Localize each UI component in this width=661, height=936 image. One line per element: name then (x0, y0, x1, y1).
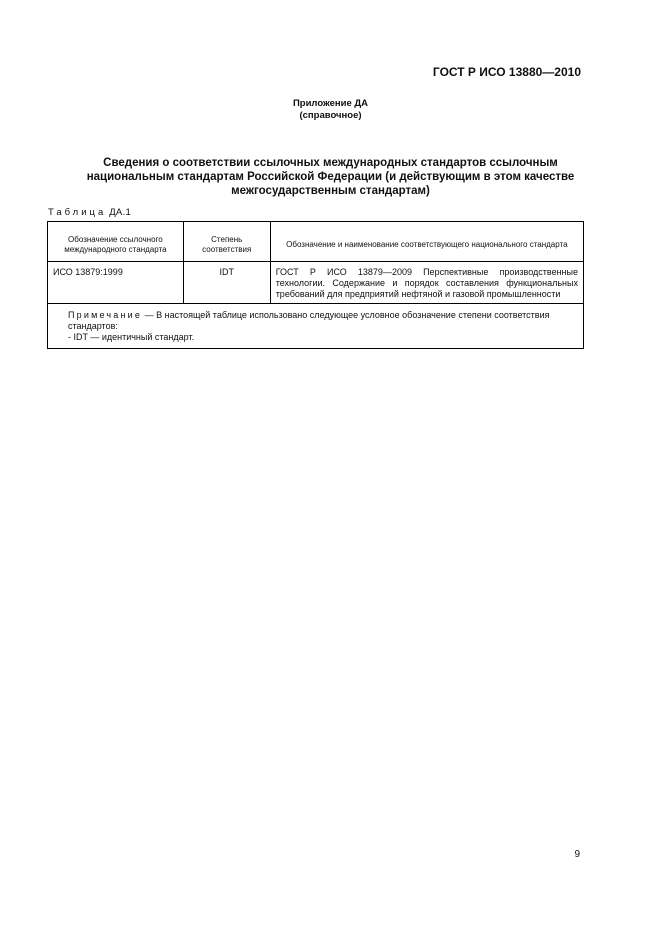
table-caption-number: ДА.1 (109, 207, 132, 218)
column-header-degree: Степень соответствия (183, 222, 270, 262)
correspondence-table (47, 221, 584, 349)
table-caption (48, 207, 131, 218)
heading-line-1: Сведения о соответствии ссылочных международных стандартов ссылочным (103, 157, 558, 169)
note-item: - IDT — идентичный стандарт. (68, 332, 195, 342)
heading-line-3: межгосударственным стандартам) (231, 185, 430, 197)
annex-block (0, 98, 661, 122)
page-number: 9 (574, 849, 580, 860)
cell-degree: IDT (183, 262, 270, 304)
note-label: Примечание (68, 310, 143, 320)
heading-line-2: национальным стандартам Российской Федерации (и действующим в этом качестве (86, 171, 575, 183)
table-row (48, 262, 584, 304)
cell-reference: ИСО 13879:1999 (48, 262, 184, 304)
standard-code: ГОСТ Р ИСО 13880—2010 (432, 65, 581, 79)
section-heading (60, 156, 601, 198)
table-note-row (48, 304, 584, 349)
table-note (48, 304, 584, 349)
column-header-national: Обозначение и наименование соответствующего национального стандарта (270, 222, 583, 262)
note-text: — В настоящей таблице использовано следующее условное обозначение степени соответствия стандартов: (68, 310, 550, 331)
table-caption-word: Таблица (48, 207, 107, 218)
cell-national: ГОСТ Р ИСО 13879—2009 Перспективные производственные технологии. Содержание и порядок составления функциональных требований для предприятий нефтяной и газовой промышленности (270, 262, 583, 304)
column-header-reference: Обозначение ссылочного международного стандарта (48, 222, 184, 262)
note-paragraph (54, 310, 577, 332)
table-header-row (48, 222, 584, 262)
annex-subtitle: (справочное) (299, 110, 362, 121)
annex-title: Приложение ДА (292, 98, 369, 109)
